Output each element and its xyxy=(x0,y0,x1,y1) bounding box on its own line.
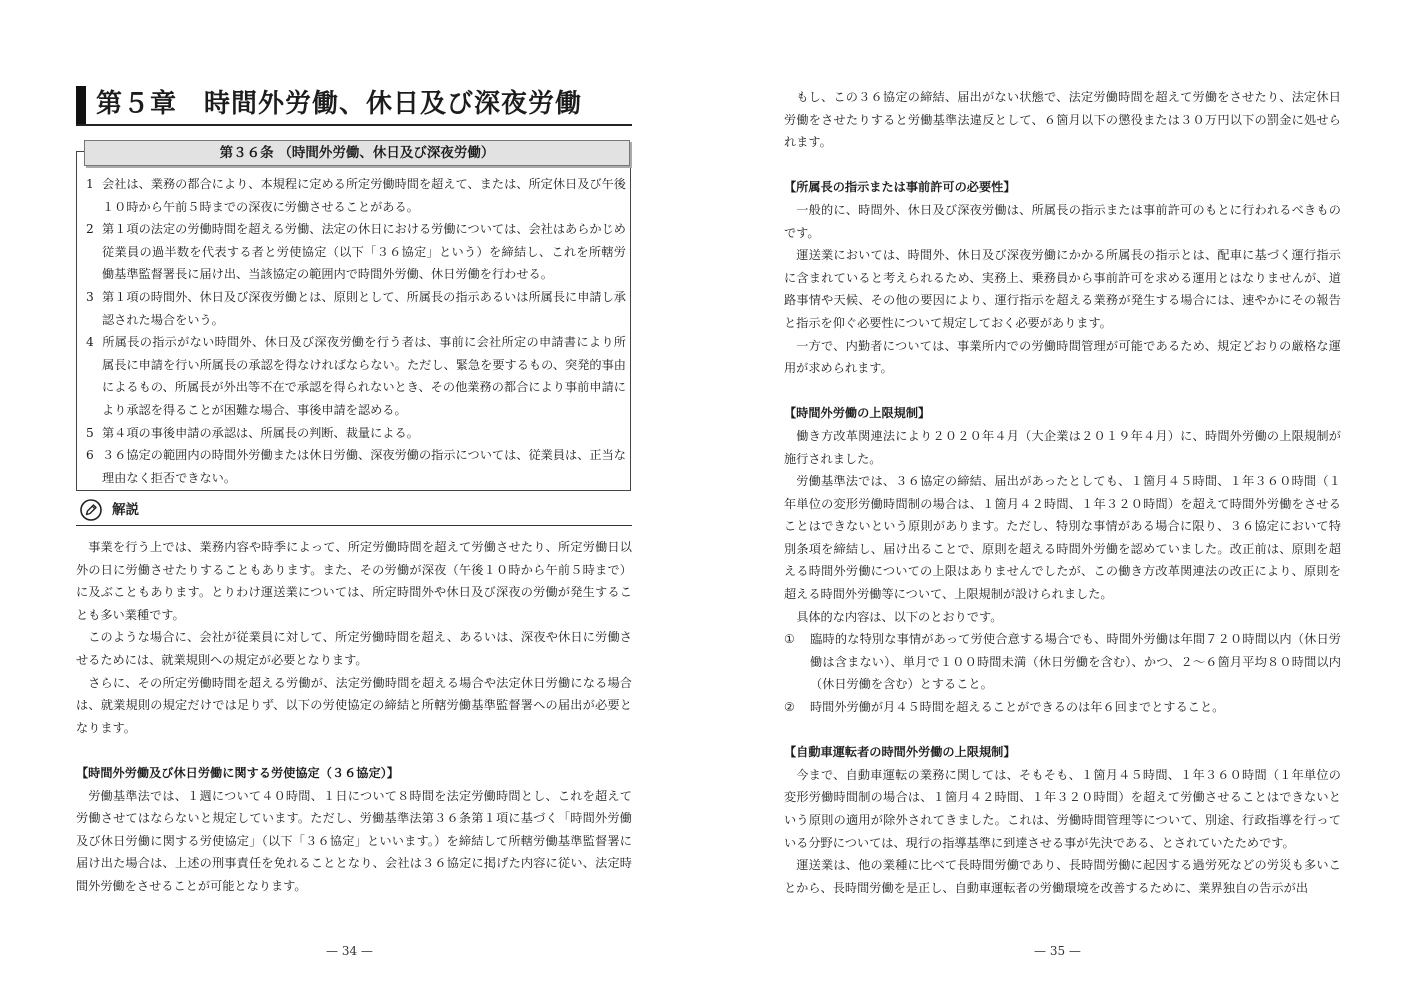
list-marker: ② xyxy=(784,700,795,715)
article-item-text: ３６協定の範囲内の時間外労働または休日労働、深夜労働の指示については、従業員は、正当な理由なく拒否できない。 xyxy=(102,448,626,485)
right-body xyxy=(784,86,1341,899)
paragraph: 働き方改革関連法により２０２０年４月（大企業は２０１９年４月）に、時間外労働の上限規制が施行されました。 xyxy=(784,428,1341,466)
list-marker: ① xyxy=(784,632,795,647)
paragraph: 労働基準法では、１週について４０時間、１日について８時間を法定労働時間とし、これを超えて労働させてはならないと規定しています。ただし、労働基準法第３６条第１項に基づく「時間外労働及び休日労働に関する労使協定」（以下「３６協定」といいます。）を締結して所轄労働基準監督署に届け出た場合は、上述の刑事責任を免れることとなり、会社は３６協定に掲げた内容に従い、法定時間外労働をさせることが可能となります。 xyxy=(76,788,632,893)
article-item xyxy=(86,422,626,445)
article-item xyxy=(86,218,626,286)
article-item-text: 所属長の指示がない時間外、休日及び深夜労働を行う者は、事前に会社所定の申請書により所属長に申請を行い所属長の承認を得なければならない。ただし、緊急を要するもの、突発的事由によるもの、所属長が外出等不在で承認を得られないとき、その他業務の都合により事前申請により承認を得ることが困難な場合、事後申請を認める。 xyxy=(102,335,626,417)
article-item-number: 6 xyxy=(86,448,94,463)
paragraph: 運送業においては、時間外、休日及び深夜労働にかかる所属長の指示とは、配車に基づく運行指示に含まれていると考えられるため、実務上、乗務員から事前許可を求める運用とはなりませんが、道路事情や天候、その他の要因により、運行指示を超える業務が発生する場合には、速やかにその報告と指示を仰ぐ必要性について規定しておく必要があります。 xyxy=(784,248,1341,330)
paragraph: 運送業は、他の業種に比べて長時間労働であり、長時間労働に起因する過労死などの労災も多いことから、長時間労働を是正し、自動車運転者の労働環境を改善するために、業界独自の告示が出 xyxy=(784,858,1341,895)
chapter-bar xyxy=(76,86,86,124)
list-item-text: 臨時的な特別な事情があって労使合意する場合でも、時間外労働は年間７２０時間以内（休日労働は含まない）、単月で１００時間未満（休日労働を含む）、かつ、２～６箇月平均８０時間以内（休日労働を含む）とすること。 xyxy=(810,632,1341,692)
paragraph: 具体的な内容は、以下のとおりです。 xyxy=(796,609,1003,624)
section-heading: 【所属長の指示または事前許可の必要性】 xyxy=(784,180,1016,195)
paragraph: 事業を行う上では、業務内容や時季によって、所定労働時間を超えて労働させたり、所定労働日以外の日に労働させたりすることもあります。また、その労働が深夜（午後１０時から午前５時まで）に及ぶこともあります。とりわけ運送業については、所定時間外や休日及び深夜の労働が発生することも多い業種です。 xyxy=(76,540,632,622)
article-header: 第３６条 （時間外労働、休日及び深夜労働） xyxy=(84,140,630,166)
list-item xyxy=(784,696,1341,719)
article-item-text: 会社は、業務の都合により、本規程に定める所定労働時間を超えて、または、所定休日及び午後１０時から午前５時までの深夜に労働させることがある。 xyxy=(102,177,626,214)
section-heading: 【時間外労働の上限規制】 xyxy=(784,406,931,421)
article-item xyxy=(86,286,626,331)
article-item-number: 4 xyxy=(86,335,94,350)
article-item-text: 第１項の法定の労働時間を超える労働、法定の休日における労働については、会社はあらかじめ従業員の過半数を代表する者と労使協定（以下「３６協定」という）を締結し、これを所轄労働基準監督署長に届け出、当該協定の範囲内で時間外労働、休日労働を行わせる。 xyxy=(102,222,626,282)
article-item-text: 第１項の時間外、休日及び深夜労働とは、原則として、所属長の指示あるいは所属長に申請し承認された場合をいう。 xyxy=(102,289,626,327)
section-heading: 【自動車運転者の時間外労働の上限規制】 xyxy=(784,745,1016,760)
paragraph: 労働基準法では、３６協定の締結、届出があったとしても、１箇月４５時間、１年３６０時間（１年単位の変形労働時間制の場合は、１箇月４２時間、１年３２０時間）を超えて時間外労働をさせることはできないという原則があります。ただし、特別な事情がある場合に限り、３６協定において特別条項を締結し、届け出ることで、原則を超える時間外労働を認めていました。改正前は、原則を超える時間外労働についての上限はありませんでしたが、この働き方改革関連法の改正により、原則を超える時間外労働等について、上限規制が設けられました。 xyxy=(784,474,1341,602)
left-body xyxy=(76,536,632,898)
left-page xyxy=(0,0,708,1000)
article-item-number: 5 xyxy=(86,425,94,440)
explanation-header xyxy=(76,497,632,526)
right-page xyxy=(708,0,1417,1000)
list-item-text: 時間外労働が月４５時間を超えることができるのは年６回までとすること。 xyxy=(810,700,1225,715)
article-item-number: 2 xyxy=(86,222,94,237)
article-item-text: 第４項の事後申請の承認は、所属長の判断、裁量による。 xyxy=(102,425,419,440)
article-items xyxy=(86,173,626,489)
article-item xyxy=(86,173,626,218)
chapter-title: 第５章 時間外労働、休日及び深夜労働 xyxy=(96,89,583,119)
paragraph: 一方で、内勤者については、事業所内での労働時間管理が可能であるため、規定どおりの厳格な運用が求められます。 xyxy=(784,338,1341,376)
paragraph: もし、この３６協定の締結、届出がない状態で、法定労働時間を超えて労働をさせたり、法定休日労働をさせたりすると労働基準法違反として、６箇月以下の懲役または３０万円以下の罰金に処せられます。 xyxy=(784,90,1341,150)
section-heading: 【時間外労働及び休日労働に関する労使協定（３６協定）】 xyxy=(76,765,399,780)
article-item xyxy=(86,331,626,421)
explanation-label: 解説 xyxy=(112,502,139,518)
page-number: — 35 — xyxy=(1034,944,1081,958)
article-item xyxy=(86,444,626,489)
paragraph: 一般的に、時間外、休日及び深夜労働は、所属長の指示または事前許可のもとに行われるべきものです。 xyxy=(784,202,1341,240)
article-item-number: 3 xyxy=(86,289,94,304)
paragraph: 今まで、自動車運転の業務に関しては、そもそも、１箇月４５時間、１年３６０時間（１年単位の変形労働時間制の場合は、１箇月４２時間、１年３２０時間）を超えて労働させることはできないという原則の適用が除外されてきました。これは、労働時間管理等について、別途、行政指導を行っている分野については、現行の指導基準に到達させる事が先決である、とされていたためです。 xyxy=(784,767,1341,850)
chapter-heading xyxy=(76,84,632,126)
page-number: — 34 — xyxy=(326,944,373,958)
paragraph: このような場合に、会社が従業員に対して、所定労働時間を超え、あるいは、深夜や休日に労働させるためには、就業規則への規定が必要となります。 xyxy=(76,630,632,667)
pencil-icon xyxy=(80,499,102,521)
list-item xyxy=(784,628,1341,696)
article-item-number: 1 xyxy=(86,177,94,191)
paragraph: さらに、その所定労働時間を超える労働が、法定労働時間を超える場合や法定休日労働になる場合は、就業規則の規定だけでは足りず、以下の労使協定の締結と所轄労働基準監督署への届出が必要となります。 xyxy=(76,675,632,735)
